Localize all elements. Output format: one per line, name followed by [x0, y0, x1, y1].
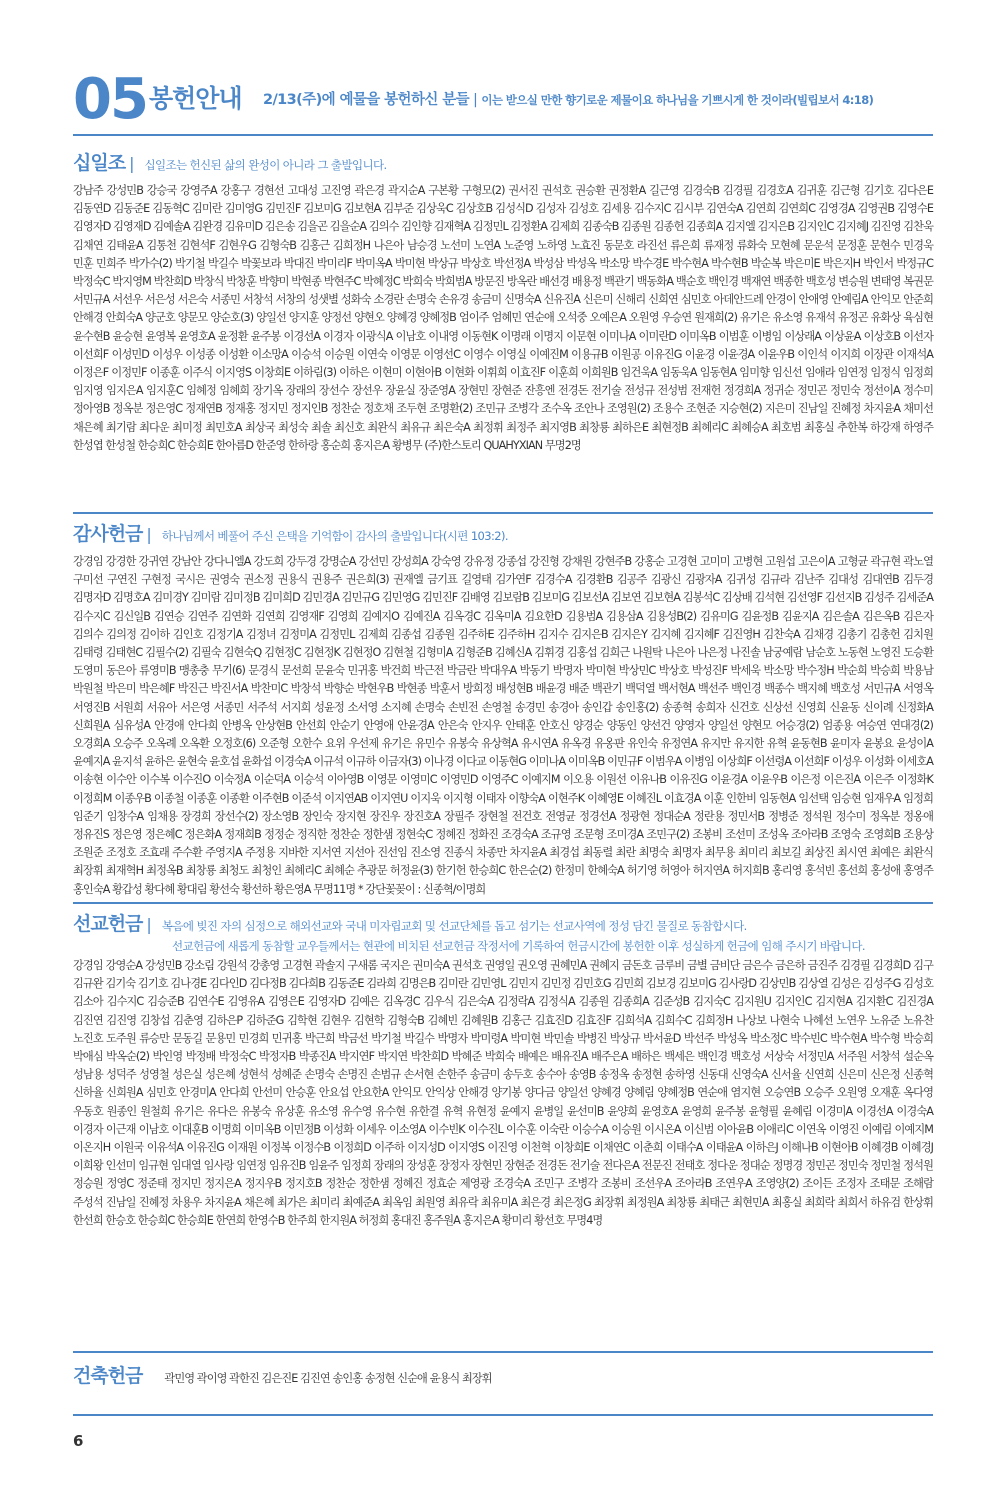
mission-heading [73, 911, 933, 941]
page-title: 봉헌안내 [149, 84, 242, 113]
building-section [73, 1363, 933, 1389]
section-divider [73, 1351, 933, 1353]
building-names: 곽민영 곽이영 곽한진 김은진E 김진연 송인홍 송정현 신순애 윤용식 최장휘 [164, 1372, 492, 1385]
subtitle-text: 2/13(주)에 예물을 봉헌하신 분들 [263, 92, 470, 108]
section-number: 05 [73, 67, 147, 132]
thanks-section [73, 521, 933, 899]
tithe-heading [73, 150, 933, 180]
thanks-description: 하나님께서 베풀어 주신 은택을 기억함이 감사의 출발입니다(시편 103:2). [161, 529, 508, 543]
tithe-names: 강남주 강성민B 강승국 강영주A 강홍구 경현선 고대성 고진영 곽은경 곽지순A 구본황 구형모(2) 권서진 권석호 권승환 권정환A 길근영 김경숙B 김경필 김경호A 김귀훈 김근형 김기호 김다은E 김동연D 김동준E 김동혁C 김미란 김미영G 김민진F 김보미G 김보현A 김부준 김상욱C 김상호B 김성식D 김성자 김성호 김세용 김수지C 김시부 김연숙A 김연희 김연희C 김영경A 김영권B 김영수E 김영자D 김영재D 김예솔A 김완경 김유미D 김은송 김을곤 김을순A 김의수 김인향 김재혁A 김정민L 김정환A 김제희 김종숙B 김종원 김종헌 김종희A 김지엘 김지은B 김지인C 김지혜J 김진영 김찬욱 김채연 김태윤A 김통천 김현석F 김현우G 김형숙B 김홍근 김희정H 나은아 남승경 노선미 노연A 노준영 노하영 노효진 동문호 라진선 류은희 류재정 류화숙 모현혜 문운석 문정훈 문현수 민경욱 민훈 민희주 박가수(2) 박기철 박길수 박꽃보라 박대진 박미리F 박미옥A 박미현 박상규 박상호 박선정A 박성삼 박성옥 박소망 박수경E 박수현A 박수현B 박순복 박은미E 박은지H 박인서 박정규C 박정숙C 박지영M 박찬희D 박창식 박창훈 박향미 박현종 박현주C 박혜정C 박희숙 박희범A 방문진 방옥란 배선경 배용정 백관기 백동화A 백순호 백인경 백재연 백종한 백호성 변승원 변태영 복권문 서민규A 서선우 서은성 서은숙 서종민 서창석 서창의 성샛별 성화숙 소경란 손명숙 손유경 송금미 신명숙A 신유진A 신은미 신해리 신희연 심민호 아데안드레 안경이 안애영 안예림A 안익모 안준희 안해경 안희숙A 양군호 양문모 양순호(3) 양일선 양지훈 양정선 양현오 양혜경 양혜정B 엄이주 엄혜민 연순애 오석중 오예은A 오원영 우승연 원재희(2) 유기은 유소영 유재석 유정곤 유화상 육심현 윤수현B 윤승현 윤영복 윤영호A 윤정환 윤주봉 이경선A 이경자 이광식A 이남호 이내영 이동현K 이명래 이명지 이문현 이미나A 이미란D 이미옥B 이범훈 이병임 이상래A 이상윤A 이상호B 이선자 이선희F 이성민D 이성우 이성종 이성환 이소망A 이승석 이승원 이연숙 이영문 이영선C 이영수 이영실 이예진M 이용규B 이원공 이유진G 이윤경 이윤경A 이윤우B 이인석 이지희 이장관 이재석A 이정은F 이정민F 이종훈 이주식 이지영S 이창희E 이하림(3) 이하은 이현미 이현아B 이현화 이휘희 이효진F 이훈희 이희원B 임건욱A 임동욱A 임동현A 임미향 임신선 임애라 임연정 임정식 임정희 임지영 임지은A 임지훈C 임혜정 임혜희 장기옥 장래의 장선수 장선우 장윤실 장준영A 장현민 장현준 잔흥엔 전경돈 전기술 전성규 전성범 전재헌 정경희A 정귀순 정민곤 정민숙 정선이A 정수미 정아영B 정옥분 정은영C 정재연B 정재홍 정지민 정지인B 정찬순 정호채 조두현 조명환(2) 조민규 조병각 조수옥 조안나 조영원(2) 조용수 조현준 지승현(2) 지은미 진남일 진혜정 차지윤A 채미선 채은혜 최기람 최다운 최미정 최민호A 최상국 최성숙 최솔 최신호 최완식 최유규 최은숙A 최정휘 최정주 최지영B 최창룡 최하은E 최현정B 최혜리C 최혜승A 최호범 최홍실 추한복 하강재 하영주 한성엽 한성철 한승희C 한승희E 한아름D 한준영 한하랑 홍순희 홍지은A 황병무 (주)한스토리 QUAHYXIAN 무명2명 [73, 184, 933, 452]
mission-section [73, 911, 933, 1230]
tithe-description: 십일조는 헌신된 삶의 완성이 아니라 그 출발입니다. [144, 158, 387, 172]
separator: | [146, 525, 152, 544]
separator: | [129, 154, 135, 173]
page-header [73, 67, 933, 132]
mission-description: 복음에 빚진 자의 심정으로 해외선교와 국내 미자립교회 및 선교단체를 돕고 섬기는 선교사역에 정성 담긴 물질로 동참합시다. [161, 919, 747, 933]
page-subtitle [263, 90, 873, 110]
separator: | [473, 92, 478, 108]
tithe-title: 십일조 [73, 152, 126, 174]
section-divider [73, 902, 933, 904]
mission-names: 강경임 강영순A 강성민B 강소림 강원석 강총영 고경현 곽솔지 구새롬 국지은 권미숙A 권석호 권영일 권오영 권혜민A 권혜지 금돈호 금루비 금별 금비단 금은수 금은하 금진주 김경필 김경희D 김구 김규완 김기숙 김기호 김나경E 김다인D 김다정B 김다희B 김동준E 김라희 김명은B 김미란 김민영L 김민지 김민정 김민호G 김민희 김보경 김보미G 김사랑D 김상민B 김상열 김성은 김성주G 김성호 김소아 김수지C 김승준B 김연수E 김영유A 김영은E 김영자D 김예은 김옥경C 김우식 김은숙A 김정락A 김정식A 김종원 김종희A 김준성B 김지숙C 김지원U 김지인C 김지현A 김지환C 김진경A 김진연 김진영 김창섭 김춘영 김하은P 김하준G 김학현 김현우 김현학 김형숙B 김혜빈 김혜원B 김홍근 김효진D 김효진F 김희석A 김희수C 김희정H 나상보 나현숙 나혜선 노연우 노유준 노유찬 노진호 도주원 류승만 문동길 문용민 민경희 민귀홍 박근희 박금선 박기철 박길수 박명자 박미령A 박미현 박민솔 박병진 박상규 박서윤D 박선주 박성옥 박소정C 박수빈C 박수현A 박수형 박승희 박애심 박옥순(2) 박인영 박정배 박정숙C 박정자B 박종진A 박지연F 박지연 박찬희D 박혜준 박희숙 배예은 배유진A 배주은A 배하은 백세은 백인경 백호성 서상숙 서정민A 서주원 서창석 설순옥 성남용 성덕주 성영철 성은실 성은혜 성현석 성혜준 손명숙 손명진 손범규 손서현 손한주 송금미 송두호 송수아 송영B 송정옥 송정현 송하영 신동대 신영숙A 신서율 신연희 신은미 신은정 신종혁 신하율 신희원A 심민호 안경미A 안다희 안선미 안승훈 안요섭 안요한A 안익모 안익상 안해경 양기봉 양다금 양일선 양혜경 양혜림 양혜정B 연순애 염지현 오승연B 오승주 오원영 오재훈 옥다영 우동호 원종인 원철희 유기은 유다은 유봉숙 유상훈 유소영 유수영 유수현 유한결 유혁 유현정 윤예지 윤병일 윤선미B 윤양희 윤영호A 윤영희 윤주봉 윤형필 윤혜림 이경미A 이경선A 이경숙A 이경자 이근재 이남호 이대훈B 이명희 이미옥B 이민정B 이성화 이세우 이소영A 이수빈K 이수진L 이수훈 이숙란 이승수A 이승원 이시온A 이신범 이아윤B 이애리C 이연옥 이영진 이예림 이예지M 이온지H 이원국 이유석A 이유진G 이재원 이정복 이정수B 이정희D 이주하 이지성D 이지영S 이진영 이천혁 이창희E 이채연C 이춘희 이태수A 이태윤A 이하은J 이해나B 이현아B 이혜경B 이혜경J 이희왕 인선미 임규현 임대열 임사랑 임연정 임유진B 임윤주 임정희 장래의 장성훈 장정자 장현민 장현준 전경돈 전기술 전다은A 전문진 전태호 정다운 정대순 정명경 정민곤 정민숙 정민철 정석원 정승원 정영C 정준태 정지민 정지은A 정지우B 정지호B 정찬순 정한샘 정혜진 정효순 제영광 조경숙A 조민구 조병각 조봉비 조선우A 조아라B 조연우A 조영양(2) 조이든 조정자 조태문 조해람 주성석 진남일 진혜정 차용우 차지윤A 채은혜 최가은 최미리 최예준A 최옥임 최원영 최유락 최유미A 최은경 최은정G 최장휘 최정원A 최창룡 최태근 최현민A 최홍실 최희락 최희서 하유검 한상휘 한선희 한승호 한승희C 한승희E 한연희 한영수B 한주희 한지원A 허정희 홍대진 홍주원A 홍지은A 황미리 황선호 무명4명 [73, 959, 933, 1227]
thanks-title: 감사헌금 [73, 523, 143, 545]
mission-description-2: 선교헌금에 새롭게 동참할 교우들께서는 현관에 비치된 선교헌금 작정서에 기록하여 헌금시간에 봉헌한 이후 성실하게 헌금에 임해 주시기 바랍니다. [172, 939, 865, 953]
separator: | [146, 915, 152, 934]
thanks-names: 강경임 강경한 강귀연 강남안 강다니엘A 강도희 강두경 강명순A 강선민 강성희A 강숙영 강유정 강종섭 강진형 강채원 강현주B 강홍순 고경현 고미미 고병현 고원섭 고은이A 고형균 곽규현 곽노열 구미선 구연진 구현정 국시은 권영숙 권소정 권용식 권용주 권은희(3) 권재엘 금기표 길영태 김가연F 김경수A 김경환B 김공주 김광신 김광자A 김귀성 김규라 김난주 김대성 김대연B 김두경 김명자D 김명호A 김미경Y 김미람 김미정B 김미희D 김민경A 김민규G 김민영G 김민진F 김배영 김보람B 김보미G 김보선A 김보연 김보현A 김봉석C 김상배 김석현 김선영F 김선지B 김성주 김세준A 김수지C 김신일B 김연승 김연주 김연화 김연희 김영재F 김영희 김예지O 김예진A 김옥경C 김옥미A 김요한D 김용범A 김용삼A 김용성B(2) 김유미G 김윤정B 김윤지A 김은솔A 김은옥B 김은자 김의수 김의정 김이하 김인호 김정기A 김정녀 김정미A 김정민L 김제희 김종섭 김종원 김주하E 김주하H 김지수 김지은B 김지은Y 김지혜 김지혜F 김진영H 김찬숙A 김채경 김총기 김총헌 김치원 김태령 김태현C 김필수(2) 김필숙 김현숙Q 김현정C 김현정K 김현정O 김현철 김형미A 김형준B 김혜신A 김휘경 김홍섭 김희근 나원탁 나은아 나은정 나진솔 남궁예람 남순호 노동현 노영진 도승환 도영미 동은아 류영미B 맹총충 무기(6) 문경식 문선희 문윤숙 민귀홍 박건희 박근전 박금란 박대우A 박동기 박명자 박미현 박상민C 박상호 박성진F 박세욱 박소망 박수정H 박순희 박승희 박용남 박원철 박은미 박은혜F 박진근 박진서A 박찬미C 박창석 박향순 박현우B 박현종 박훈서 방희정 배성현B 배윤경 배준 백관기 백덕열 백서현A 백선주 백인경 백종수 백지혜 백호성 서민규A 서영옥 서영진B 서원희 서유아 서은영 서종민 서주석 서지희 성윤정 소서영 소지혜 손명숙 손빈전 손영철 송경민 송경아 송인갑 송인홍(2) 송종혁 송희자 신건호 신상선 신영희 신윤동 신이례 신정화A 신희원A 심유성A 안경애 안다희 안병옥 안상현B 안선희 안순기 안영애 안윤경A 안은숙 안지우 안태훈 안호신 양경순 양동인 양선건 양영자 양일선 양현모 어승경(2) 엄종용 여승연 연대경(2) 오경희A 오승주 오옥례 오옥환 오정호(6) 오준형 오한수 요위 우선제 유기은 유민수 유봉숙 유상혁A 유시연A 유옥경 유옹판 유인숙 유정연A 유지만 유지한 유혁 윤동현B 윤미자 윤봉요 윤성이A 윤예지A 윤지석 윤하은 윤현숙 윤호섭 윤화섭 이경숙A 이규석 이규하 이금자(3) 이나경 이다교 이동현G 이미나A 이미옥B 이민규F 이범우A 이병임 이상희F 이선령A 이선희F 이성우 이성화 이세호A 이송현 이수안 이수복 이수진O 이숙정A 이순덕A 이승석 이아영B 이영문 이영미C 이영민D 이영주C 이예지M 이오용 이원선 이유나B 이유진G 이윤경A 이윤우B 이은정 이은진A 이은주 이정화K 이정희M 이종우B 이종철 이종훈 이종환 이주현B 이준석 이지연AB 이지연U 이지욱 이지형 이태자 이향숙A 이현주K 이혜영E 이혜진L 이효경A 이훈 인한비 임동현A 임선택 임승현 임재우A 임정희 임준기 임창수A 임채용 장경희 장선수(2) 장소영B 장인숙 장지현 장진우 장진호A 장필주 장현철 전건호 전영균 정경선A 정광현 정대순A 정란용 정민서B 정병준 정석원 정수미 정옥분 정옹애 정유진S 정은영 정은혜C 정은화A 정재희B 정정순 정직한 정찬순 정한샘 정현숙C 정혜진 정화진 조경숙A 조규영 조문형 조미경A 조민구(2) 조봉비 조선미 조성옥 조아라B 조영숙 조영희B 조용상 조원준 조정호 조효래 주수환 주영지A 주정용 지바한 지서연 지선아 진선임 진소영 진종식 차종만 차지윤A 최경섭 최동렬 최란 최명숙 최명자 최무용 최미리 최보길 최상진 최시연 최예은 최완식 최장휘 최재혁H 최정옥B 최창룡 최청도 최청인 최혜리C 최혜순 추광문 허정윤(3) 한기헌 한승희C 한은순(2) 한정미 한혜숙A 허기영 허영아 허지연A 허지희B 홍리영 홍석빈 홍선희 홍성애 홍영주 홍인숙A 황갑성 황다혜 황대림 황선숙 황선하 황은영A 무명11명 * 강단꽃꽂이 : 신종혁/이명희 [73, 555, 933, 896]
tithe-section [73, 150, 933, 455]
footer-divider [73, 1414, 933, 1416]
thanks-heading [73, 521, 933, 551]
page-number: 6 [73, 1432, 84, 1450]
building-row [73, 1363, 933, 1389]
section-divider [73, 512, 933, 514]
mission-title: 선교헌금 [73, 913, 143, 935]
header-divider [73, 134, 933, 136]
header-description: 이는 받으실 만한 향기로운 제물이요 하나님을 기쁘시게 한 것이라(빌립보서 4:18) [481, 93, 874, 107]
building-title: 건축헌금 [73, 1365, 143, 1387]
